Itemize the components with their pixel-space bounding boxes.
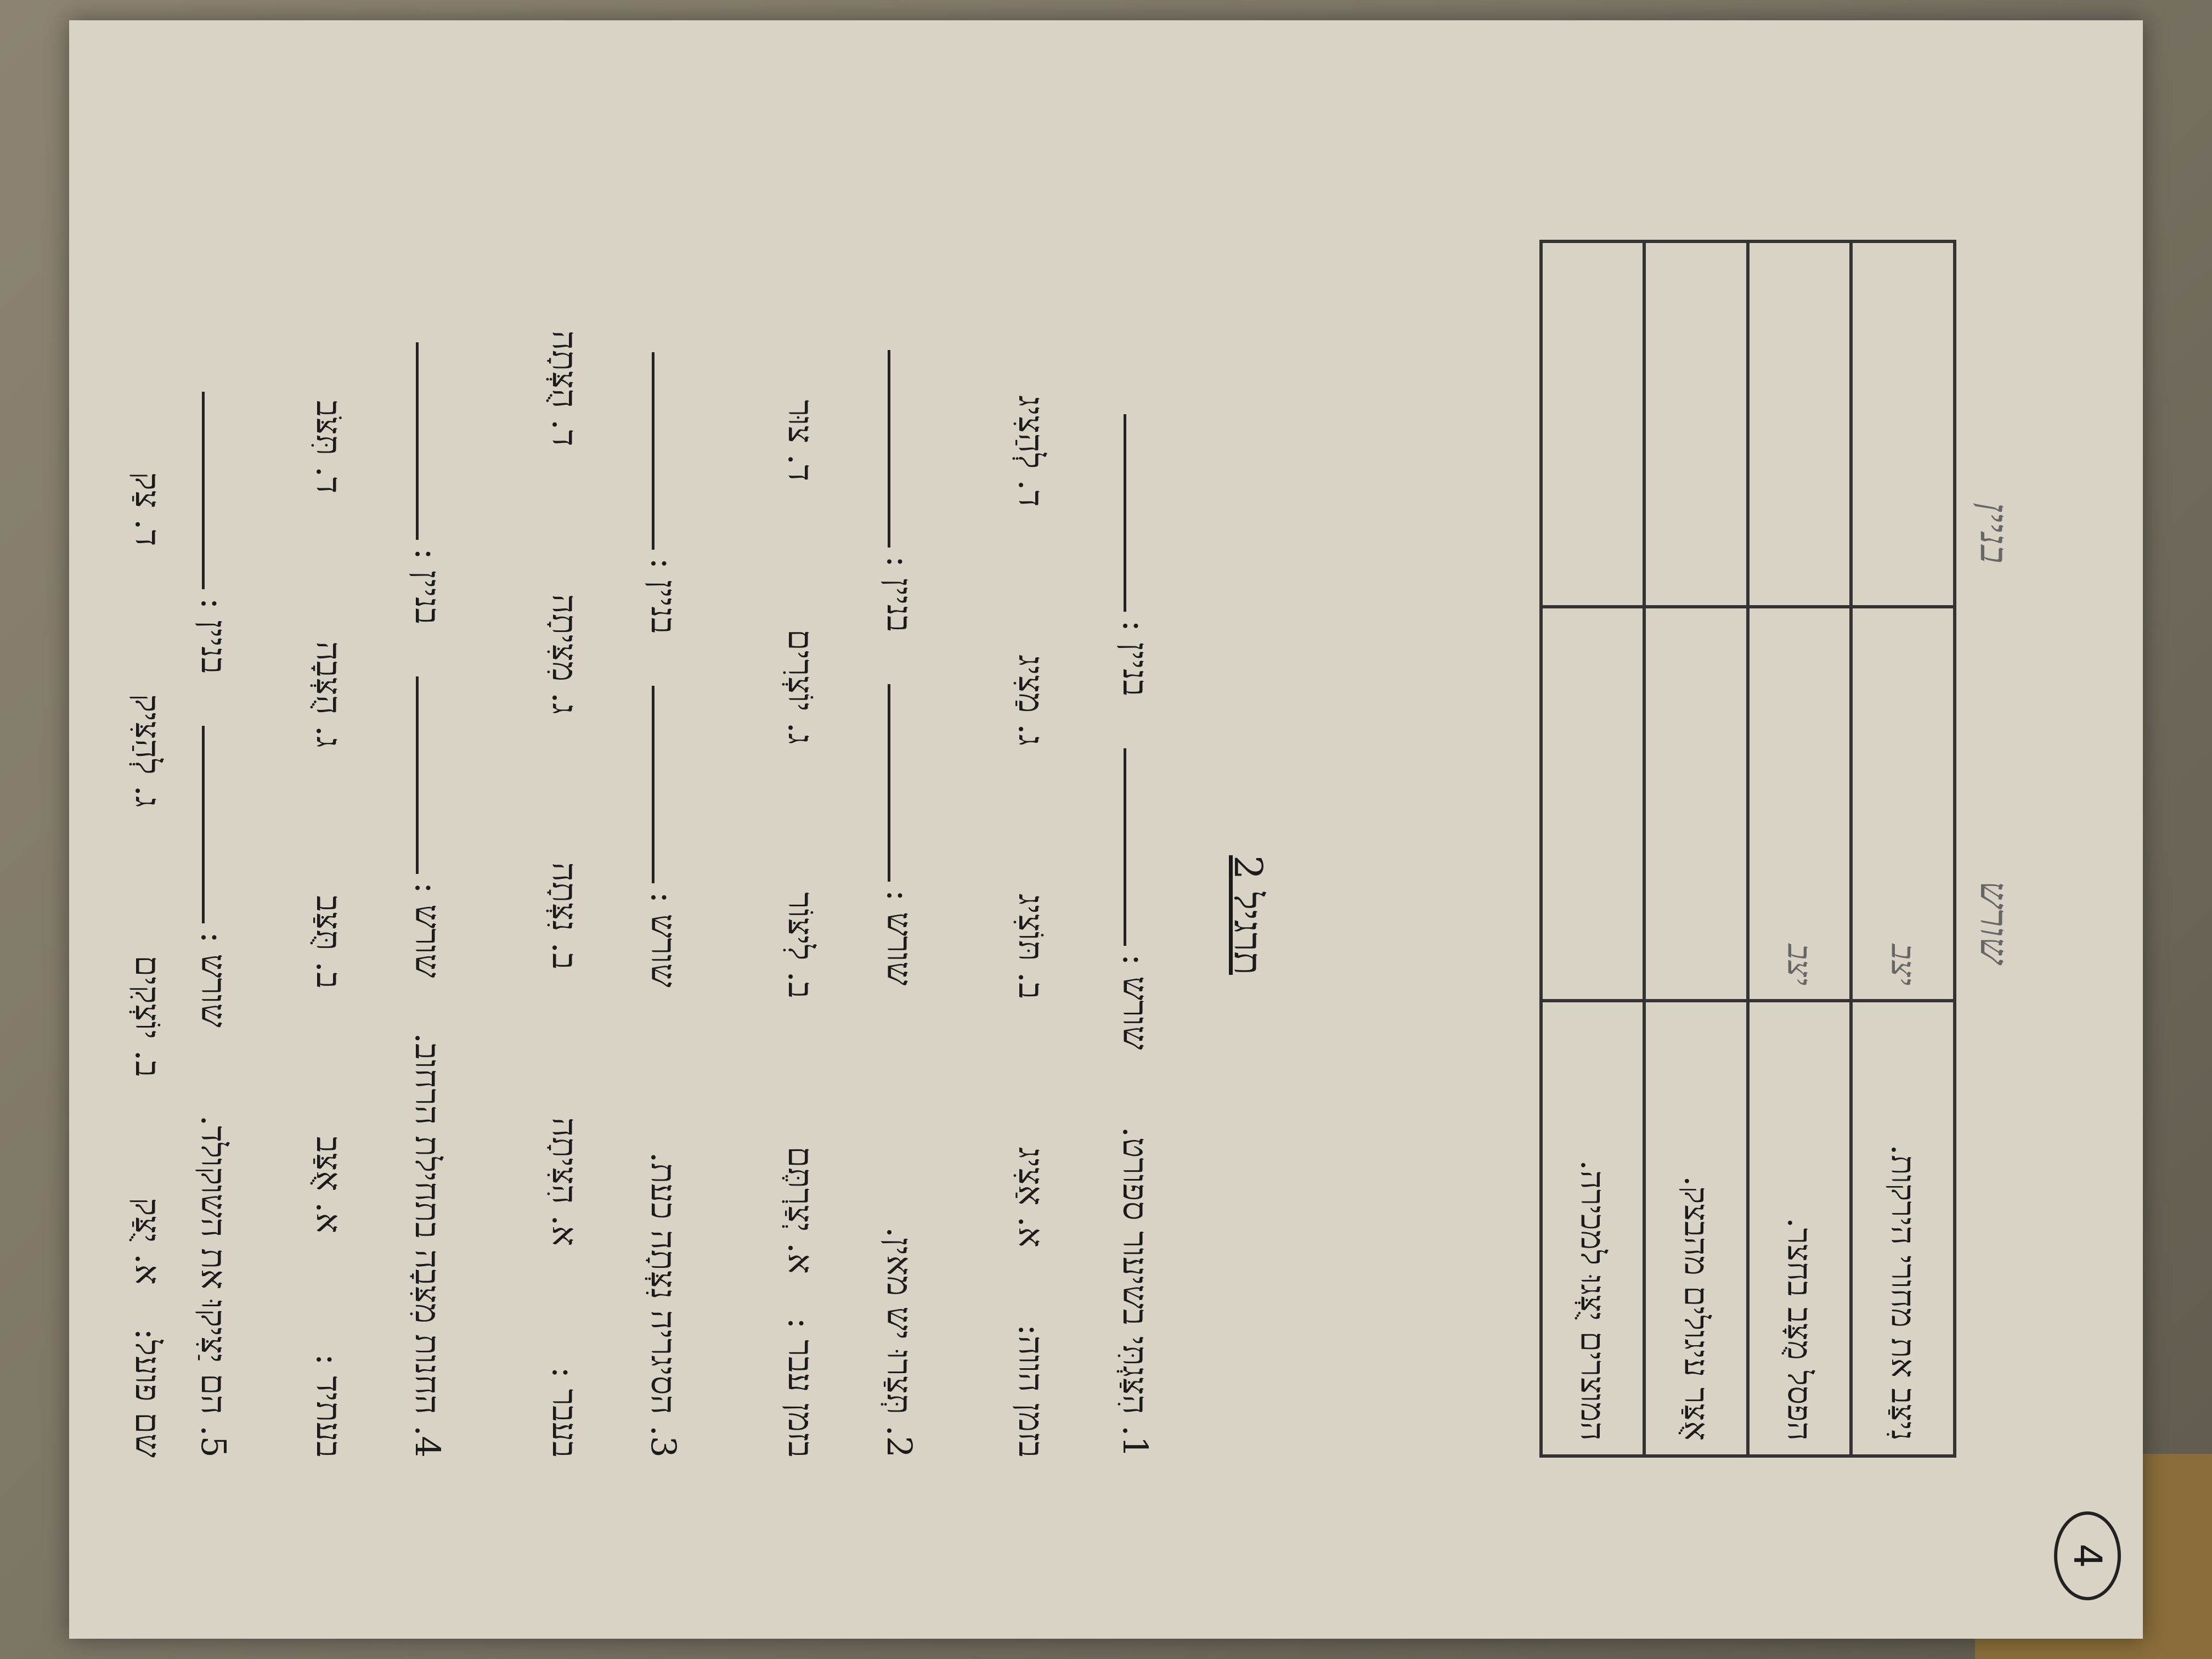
table-binyan-cell [1748, 241, 1852, 607]
question-text: 4. החנות מִצִּבָה בתחילת הרחוב. [408, 1032, 448, 1458]
table-sentence: נִיצַּב את מחורי הירקות. [1852, 1001, 1955, 1456]
option[interactable]: ד. תִּצֹּב [309, 400, 349, 494]
question-4-options [308, 400, 349, 1458]
option[interactable]: ב. תֻּצַּב [309, 895, 349, 989]
binyan-label: בניין : [1115, 620, 1155, 697]
table-binyan-cell [1852, 241, 1955, 607]
table-binyan-cell [1541, 241, 1645, 607]
question-subtext: בעבר : [545, 1367, 585, 1458]
binyan-blank[interactable] [202, 392, 210, 589]
option[interactable]: ג. יוֹצְרִים [781, 629, 821, 744]
question-3 [643, 344, 684, 1458]
option[interactable]: א. אֻצַּב [309, 1136, 349, 1233]
worksheet-page [69, 20, 2143, 1639]
binyan-blank[interactable] [1124, 414, 1132, 612]
exercise-title: תרגיל 2 [1226, 855, 1271, 975]
option[interactable]: ד. לְהַצִיג [1011, 395, 1051, 507]
question-5-options [127, 472, 168, 1458]
root-label: שורש : [644, 891, 684, 988]
option[interactable]: ב. נִצְּתָה [545, 862, 585, 970]
table-row [1645, 241, 1748, 1456]
table-root-cell [1645, 607, 1748, 1001]
table-root-cell [1541, 607, 1645, 1001]
option[interactable]: א. יֻצַּק [128, 1198, 168, 1285]
option[interactable]: ג. לְהַצִּיק [128, 694, 168, 808]
option[interactable]: א. יְצַרְתֶּם [781, 1146, 821, 1274]
question-text: 3. הסיגריה נִצְּתָה כעת. [644, 1152, 684, 1458]
page-number: 4 [2054, 1511, 2121, 1600]
question-1 [1115, 406, 1155, 1458]
table-row [1748, 241, 1852, 1456]
table-root-cell: יצב [1852, 607, 1955, 1001]
table-sentence: הפסל מֻצָּב בחצר. [1748, 1001, 1852, 1456]
table-binyan-cell [1645, 241, 1748, 607]
binyan-label: בניין : [408, 548, 448, 625]
binyan-blank[interactable] [888, 350, 896, 548]
question-text: 1. הִצַּגְתִּי בשיעור ספורט. [1115, 1126, 1155, 1458]
binyan-blank[interactable] [652, 352, 660, 550]
table-header-binyan: בניין [1972, 502, 2017, 563]
binyan-table [1539, 240, 1956, 1458]
root-label: שורש : [194, 932, 234, 1028]
question-text: 5. הם יַצִּיקוּ את השוקולד. [194, 1115, 234, 1458]
option[interactable]: א. הִצִּיתָה [545, 1117, 585, 1246]
question-text: 2. תְּצַרוּ יש מאין. [879, 1227, 919, 1458]
question-subtext: שם פועל: [128, 1328, 168, 1458]
question-2 [879, 342, 919, 1458]
option[interactable]: ד. צַק [128, 472, 168, 546]
binyan-label: בניין : [879, 556, 919, 633]
root-blank[interactable] [202, 726, 210, 923]
binyan-blank[interactable] [416, 342, 424, 540]
table-sentence: אֻצַּר עיגולים מהבצק. [1645, 1001, 1748, 1456]
option[interactable]: א. אַצִיג [1011, 1147, 1051, 1248]
root-label: שורש : [879, 889, 919, 986]
question-subtext: בזמן עבר : [781, 1317, 821, 1458]
root-label: שורש : [1115, 953, 1155, 1050]
option[interactable]: ד. הֻצְּתָה [545, 330, 585, 447]
binyan-label: בניין : [194, 597, 234, 674]
option[interactable]: ב. יוֹצְקִים [128, 955, 168, 1077]
question-1-options [1011, 396, 1051, 1458]
root-blank[interactable] [652, 686, 660, 883]
option[interactable]: ד. צוּר [781, 400, 821, 482]
root-blank[interactable] [416, 676, 424, 874]
table-sentence: המוצרים יֻצְּגוּ למכירה. [1541, 1001, 1645, 1456]
root-blank[interactable] [1124, 748, 1132, 946]
root-blank[interactable] [888, 684, 896, 882]
question-5 [193, 383, 234, 1458]
binyan-label: בניין : [644, 557, 684, 634]
question-2-options [780, 400, 821, 1458]
question-4 [407, 334, 448, 1458]
table-row [1852, 241, 1955, 1456]
table-header-root: שורש [1972, 881, 2017, 964]
question-subtext: בזמן הווה: [1011, 1324, 1051, 1458]
option[interactable]: ב. לִיצּוֹר [781, 892, 821, 998]
root-label: שורש : [408, 882, 448, 978]
option[interactable]: ג. מַצִיג [1011, 654, 1051, 746]
option[interactable]: ג. מִצִּיתָה [545, 594, 585, 715]
question-3-options [544, 331, 585, 1458]
option[interactable]: ב. תּוֹצִיג [1011, 893, 1051, 1000]
table-root-cell: יצב [1748, 607, 1852, 1001]
table-row [1541, 241, 1645, 1456]
question-subtext: בעתיד : [309, 1353, 349, 1458]
option[interactable]: ג. הֻצְּבָה [309, 641, 349, 748]
